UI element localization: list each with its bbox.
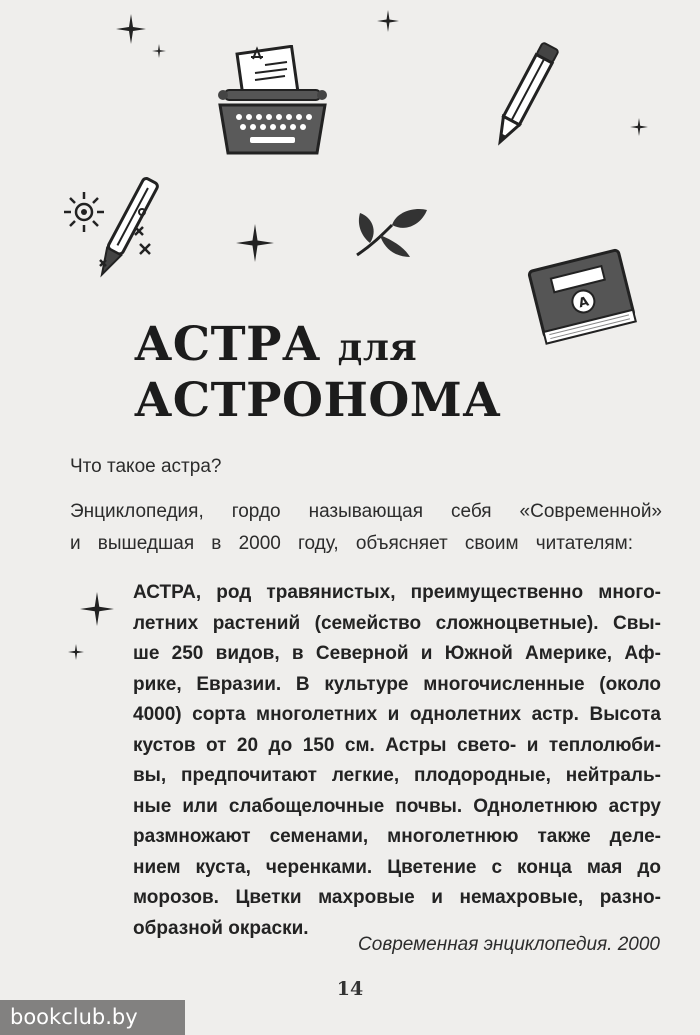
sparkle-icon — [68, 644, 84, 660]
book-icon — [520, 240, 640, 345]
watermark: bookclub.by — [0, 1000, 185, 1035]
page-title — [134, 318, 501, 428]
quote-line: морозов. Цветки махровые и немахровые, разно- — [133, 887, 661, 908]
quote-source: Современная энциклопедия. 2000 — [358, 934, 660, 955]
quote-line: летних растений (семейство сложноцветные). Свы- — [133, 612, 661, 634]
typewriter-icon — [215, 45, 330, 160]
title-word: АСТРОНОМА — [134, 373, 502, 428]
pencil-icon — [490, 38, 560, 153]
sparkle-icon — [152, 44, 166, 58]
sparkle-icon — [377, 10, 399, 32]
quote-line: 4000) сорта многолетних и однолетних астр. Высота — [133, 704, 661, 725]
quote-line: нием куста, черенками. Цветение с конца мая до — [133, 856, 661, 878]
title-word: для — [337, 325, 418, 369]
pen-icon — [80, 172, 170, 287]
quote-line: ные или слабощелочные почвы. Однолетнюю астру — [133, 795, 661, 817]
quote-line: рике, Евразии. В культуре многочисленные (около — [133, 673, 661, 695]
leaf-icon — [352, 205, 430, 260]
paragraph-line: Энциклопедия, гордо называющая себя «Современной» — [70, 501, 662, 522]
quote-line: размножают семенами, многолетнюю также деле- — [133, 826, 661, 847]
encyclopedia-quote — [133, 578, 661, 944]
quote-line: образной окраски. — [133, 917, 309, 939]
quote-line: ше 250 видов, в Северной и Южной Америке, Аф- — [133, 643, 661, 664]
svg-text:A: A — [577, 294, 591, 312]
quote-line: АСТРА, род травянистых, преимущественно много- — [133, 582, 661, 603]
sparkle-icon — [80, 592, 114, 626]
sparkle-icon — [116, 14, 146, 44]
sparkle-icon — [236, 224, 274, 262]
quote-line: кустов от 20 до 150 см. Астры свето- и теплолюби- — [133, 734, 661, 756]
paragraph-line: и вышедшая в 2000 году, объясняет своим читателям: — [70, 533, 633, 554]
title-word: АСТРА — [134, 317, 321, 372]
quote-line: вы, предпочитают легкие, плодородные, нейтраль- — [133, 765, 661, 786]
sparkle-icon — [630, 118, 648, 136]
intro-question: Что такое астра? — [70, 456, 222, 477]
page-number: 14 — [336, 978, 364, 1000]
